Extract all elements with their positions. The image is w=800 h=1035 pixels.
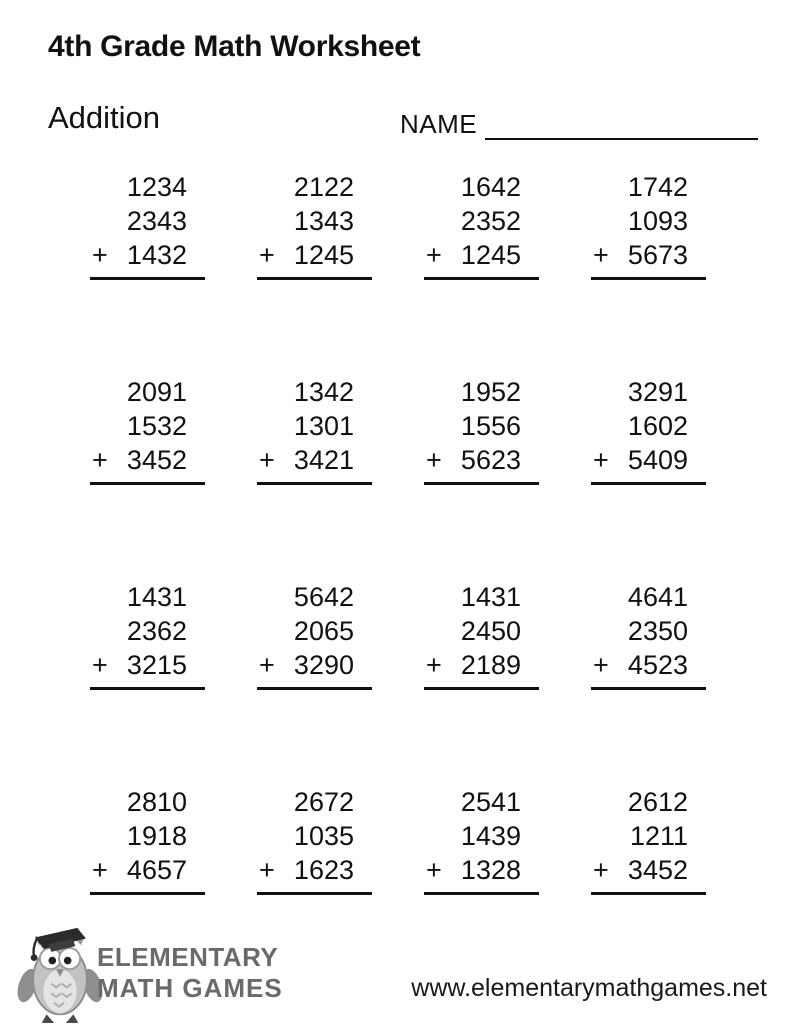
name-label: NAME	[400, 109, 478, 139]
addition-problem	[424, 375, 539, 485]
operator-row	[591, 443, 706, 477]
addend-3: 5673	[627, 240, 688, 270]
addend-1: 1742	[627, 172, 688, 202]
addend-1: 2612	[627, 787, 688, 817]
addition-problem	[90, 785, 205, 895]
addend-2: 2362	[126, 616, 187, 646]
addend-3: 3421	[293, 445, 354, 475]
addition-problem	[591, 580, 706, 690]
addend-1: 3291	[627, 377, 688, 407]
addend-2: 1301	[293, 411, 354, 441]
answer-line	[591, 687, 706, 690]
addition-problem	[424, 170, 539, 280]
addition-problem	[257, 170, 372, 280]
answer-line	[424, 687, 539, 690]
answer-line	[591, 277, 706, 280]
addend-1: 2091	[126, 377, 187, 407]
plus-sign: +	[92, 650, 108, 680]
plus-sign: +	[259, 855, 275, 885]
addend-2: 1602	[627, 411, 688, 441]
plus-sign: +	[593, 240, 609, 270]
plus-sign: +	[426, 240, 442, 270]
addend-2: 2343	[126, 206, 187, 236]
name-field	[400, 106, 758, 140]
answer-line	[424, 892, 539, 895]
addition-problem	[90, 375, 205, 485]
answer-line	[257, 892, 372, 895]
addend-3: 3290	[293, 650, 354, 680]
addend-1: 4641	[627, 582, 688, 612]
answer-line	[257, 687, 372, 690]
operator-row	[257, 853, 372, 887]
answer-line	[424, 482, 539, 485]
addend-1: 2672	[293, 787, 354, 817]
plus-sign: +	[92, 855, 108, 885]
plus-sign: +	[426, 855, 442, 885]
plus-sign: +	[259, 650, 275, 680]
addition-problem	[90, 580, 205, 690]
addition-problem	[90, 170, 205, 280]
answer-line	[257, 277, 372, 280]
addend-3: 1328	[460, 855, 521, 885]
addend-3: 1245	[460, 240, 521, 270]
addend-3: 1245	[293, 240, 354, 270]
addend-1: 1234	[126, 172, 187, 202]
plus-sign: +	[92, 445, 108, 475]
addition-problem	[424, 785, 539, 895]
addend-1: 2122	[293, 172, 354, 202]
plus-sign: +	[426, 445, 442, 475]
addend-3: 4523	[627, 650, 688, 680]
answer-line	[90, 482, 205, 485]
operator-row	[257, 238, 372, 272]
addition-problem	[257, 375, 372, 485]
plus-sign: +	[593, 650, 609, 680]
plus-sign: +	[426, 650, 442, 680]
addition-problem	[424, 580, 539, 690]
plus-sign: +	[593, 855, 609, 885]
operator-row	[257, 648, 372, 682]
operator-row	[424, 648, 539, 682]
operator-row	[90, 443, 205, 477]
operator-row	[90, 648, 205, 682]
section-title: Addition	[48, 100, 161, 135]
addend-3: 4657	[126, 855, 187, 885]
addition-problem	[591, 785, 706, 895]
addend-1: 5642	[293, 582, 354, 612]
addition-problem	[257, 580, 372, 690]
addend-1: 1952	[460, 377, 521, 407]
addend-2: 2350	[627, 616, 688, 646]
logo-line-1: ELEMENTARY	[97, 942, 279, 972]
addition-problem	[257, 785, 372, 895]
addend-1: 1431	[460, 582, 521, 612]
problems-grid	[90, 170, 706, 895]
addend-3: 1623	[293, 855, 354, 885]
addend-2: 1211	[629, 821, 688, 851]
addend-2: 1343	[293, 206, 354, 236]
addend-3: 3215	[126, 650, 187, 680]
operator-row	[90, 238, 205, 272]
logo-wordmark	[97, 942, 283, 1004]
plus-sign: +	[259, 240, 275, 270]
operator-row	[424, 853, 539, 887]
operator-row	[424, 238, 539, 272]
addend-1: 1342	[293, 377, 354, 407]
operator-row	[591, 238, 706, 272]
operator-row	[257, 443, 372, 477]
addend-2: 1918	[126, 821, 187, 851]
answer-line	[90, 277, 205, 280]
owl-graduation-cap-icon	[12, 922, 108, 1031]
answer-line	[591, 482, 706, 485]
addend-2: 1556	[460, 411, 521, 441]
addend-3: 3452	[126, 445, 187, 475]
addition-problem	[591, 375, 706, 485]
answer-line	[424, 277, 539, 280]
name-blank-line	[485, 106, 758, 140]
addend-2: 1439	[460, 821, 521, 851]
answer-line	[257, 482, 372, 485]
addend-2: 2450	[460, 616, 521, 646]
website-url: www.elementarymathgames.net	[411, 974, 767, 1002]
addend-2: 2352	[460, 206, 521, 236]
addend-3: 5623	[460, 445, 521, 475]
plus-sign: +	[259, 445, 275, 475]
answer-line	[90, 687, 205, 690]
addend-1: 1431	[126, 582, 187, 612]
addend-1: 1642	[460, 172, 521, 202]
logo-line-2: MATH GAMES	[97, 973, 283, 1003]
addition-problem	[591, 170, 706, 280]
answer-line	[90, 892, 205, 895]
operator-row	[591, 853, 706, 887]
addend-1: 2541	[460, 787, 521, 817]
addend-2: 1093	[627, 206, 688, 236]
operator-row	[424, 443, 539, 477]
page-title: 4th Grade Math Worksheet	[48, 30, 421, 63]
addend-2: 1532	[126, 411, 187, 441]
addend-3: 5409	[627, 445, 688, 475]
addend-1: 2810	[126, 787, 187, 817]
operator-row	[591, 648, 706, 682]
operator-row	[90, 853, 205, 887]
addend-3: 3452	[627, 855, 688, 885]
answer-line	[591, 892, 706, 895]
addend-2: 2065	[293, 616, 354, 646]
plus-sign: +	[92, 240, 108, 270]
addend-3: 1432	[126, 240, 187, 270]
plus-sign: +	[593, 445, 609, 475]
addend-3: 2189	[460, 650, 521, 680]
addend-2: 1035	[293, 821, 354, 851]
